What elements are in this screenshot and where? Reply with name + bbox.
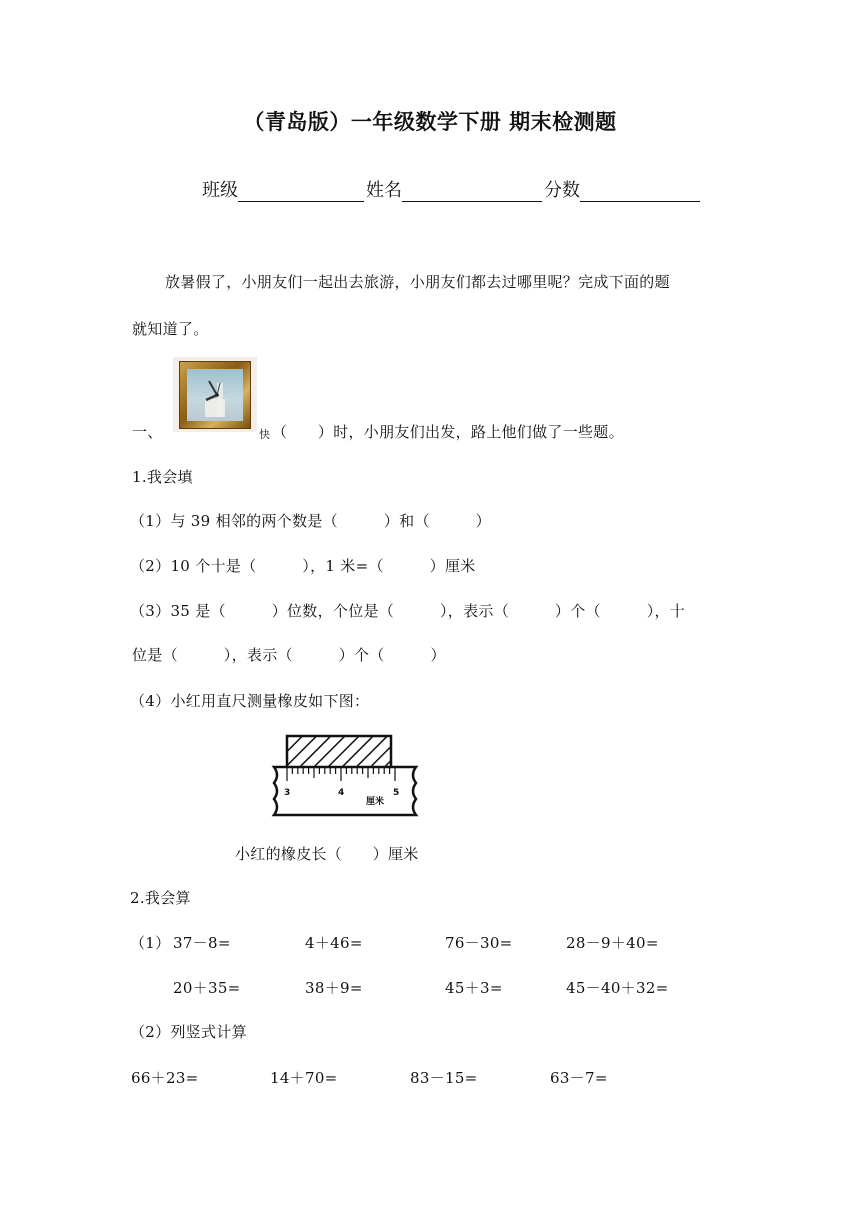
clock-face bbox=[187, 369, 243, 421]
class-blank[interactable] bbox=[238, 181, 364, 202]
q1-item-3-line-1: （3）35 是（ ）位数，个位是（ ），表示（ ）个（ ），十 bbox=[130, 602, 686, 620]
section-1-prefix: 一、 bbox=[132, 423, 163, 441]
calc-r2-c1: 20＋35= bbox=[173, 979, 241, 997]
calc-r3-c4: 63－7= bbox=[550, 1069, 608, 1087]
ruler-label-3: 3 bbox=[284, 788, 291, 798]
calc-r1-c4: 28－9＋40= bbox=[566, 934, 659, 952]
q1-item-1: （1）与 39 相邻的两个数是（ ）和（ ） bbox=[130, 512, 491, 530]
calc-r3-c2: 14＋70= bbox=[270, 1069, 338, 1087]
picture-frame bbox=[179, 361, 251, 429]
name-blank[interactable] bbox=[402, 181, 542, 202]
q1-item-4: （4）小红用直尺测量橡皮如下图： bbox=[130, 692, 370, 710]
q2-part-1-label: （1） bbox=[130, 934, 171, 952]
clock-hands-icon bbox=[187, 369, 243, 421]
clock-picture bbox=[173, 357, 257, 432]
class-label: 班级 bbox=[202, 180, 238, 201]
calc-r3-c3: 83－15= bbox=[410, 1069, 478, 1087]
eraser-shape bbox=[287, 736, 391, 768]
page-title: （青岛版）一年级数学下册 期末检测题 bbox=[243, 110, 617, 134]
ruler-unit-label: 厘米 bbox=[366, 797, 385, 807]
calc-r3-c1: 66＋23= bbox=[131, 1069, 199, 1087]
ruler-eraser-diagram bbox=[266, 729, 420, 819]
q1-heading: 1.我会填 bbox=[132, 468, 193, 486]
score-blank[interactable] bbox=[580, 181, 700, 202]
calc-r1-c2: 4＋46= bbox=[305, 934, 363, 952]
q2-heading: 2.我会算 bbox=[130, 889, 191, 907]
calc-r1-c1: 37－8= bbox=[173, 934, 231, 952]
eraser-answer: 小红的橡皮长（ ）厘米 bbox=[235, 845, 419, 863]
calc-r2-c3: 45＋3= bbox=[445, 979, 503, 997]
ruler-label-5: 5 bbox=[393, 788, 400, 798]
ruler-label-4: 4 bbox=[338, 788, 345, 798]
student-info-line bbox=[202, 176, 702, 202]
calc-r2-c2: 38＋9= bbox=[305, 979, 363, 997]
ruler-figure bbox=[266, 729, 420, 819]
intro-line-1: 放暑假了，小朋友们一起出去旅游，小朋友们都去过哪里呢？完成下面的题 bbox=[165, 273, 670, 291]
small-label: 快 bbox=[259, 428, 270, 441]
intro-line-2: 就知道了。 bbox=[132, 320, 209, 338]
score-label: 分数 bbox=[544, 180, 580, 201]
q1-item-2: （2）10 个十是（ ），1 米=（ ）厘米 bbox=[130, 557, 476, 575]
calc-r1-c3: 76－30= bbox=[445, 934, 513, 952]
name-label: 姓名 bbox=[366, 180, 402, 201]
q2-part-2-label: （2）列竖式计算 bbox=[130, 1023, 247, 1041]
calc-r2-c4: 45－40＋32= bbox=[566, 979, 669, 997]
q1-item-3-line-2: 位是（ ），表示（ ）个（ ） bbox=[132, 646, 446, 664]
section-1-text: （ ）时，小朋友们出发，路上他们做了一些题。 bbox=[272, 423, 624, 441]
